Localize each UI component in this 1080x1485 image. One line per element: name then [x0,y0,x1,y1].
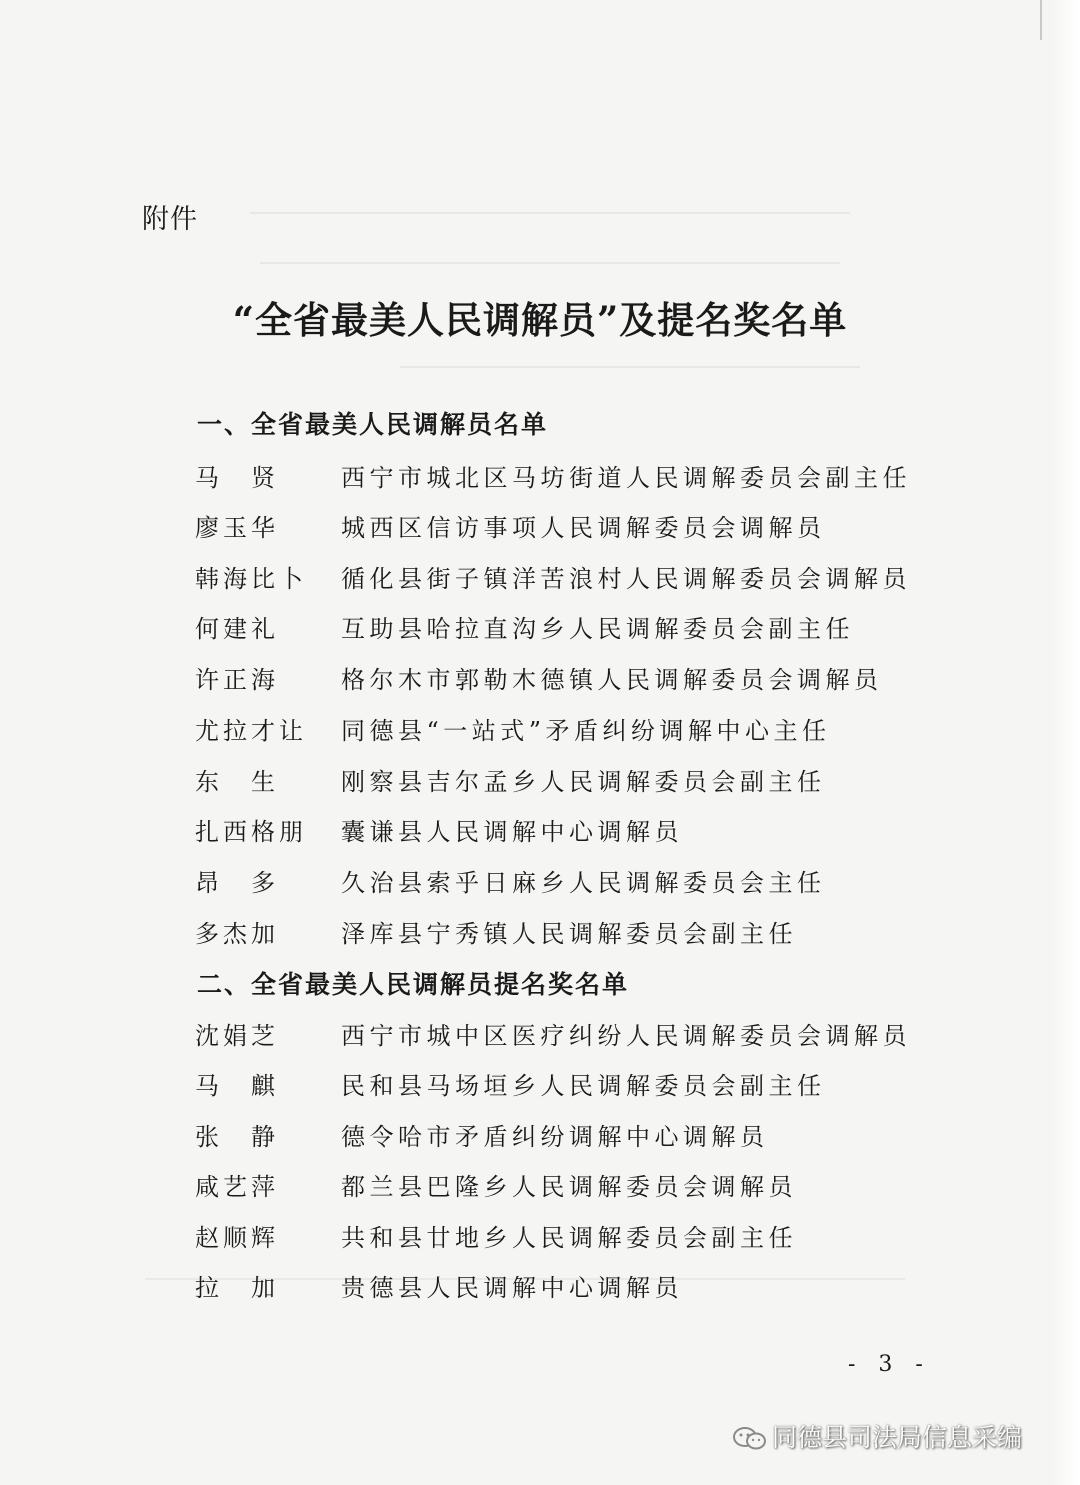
page-edge [1052,0,1080,1485]
scan-mark [1040,0,1042,40]
list-item [195,1066,1015,1106]
person-position: 都兰县巴隆乡人民调解委员会调解员 [341,1173,797,1201]
list-item [195,1016,1015,1056]
list-item [195,609,1015,649]
person-position: 循化县街子镇洋苦浪村人民调解委员会调解员 [341,565,911,593]
bleed-through-line [260,262,840,264]
section-heading-winners: 一、全省最美人民调解员名单 [197,410,549,439]
list-item [195,1218,1015,1258]
watermark [732,1418,1022,1458]
section-heading-nominees: 二、全省最美人民调解员提名奖名单 [197,970,630,999]
person-name: 扎西格朋 [195,818,307,846]
watermark-text: 同德县司法局信息采编 [772,1423,1023,1452]
person-position: 共和县廿地乡人民调解委员会副主任 [341,1224,797,1252]
person-position: 贵德县人民调解中心调解员 [341,1274,683,1302]
person-position: 互助县哈拉直沟乡人民调解委员会副主任 [341,615,854,643]
person-position: 囊谦县人民调解中心调解员 [341,818,683,846]
person-position: 城西区信访事项人民调解委员会调解员 [341,514,826,542]
person-name: 尤拉才让 [195,717,307,745]
page-number: - 3 - [848,1352,931,1377]
list-item [195,812,1015,852]
person-position: 格尔木市郭勒木德镇人民调解委员会调解员 [341,666,883,694]
person-name: 拉 加 [195,1274,279,1302]
person-name: 多杰加 [195,920,279,948]
list-item [195,458,1015,498]
list-item [195,863,1015,903]
person-position: 泽库县宁秀镇人民调解委员会副主任 [341,920,797,948]
person-name: 许正海 [195,666,279,694]
list-item [195,1268,1015,1308]
list-item [195,508,1015,548]
list-item [195,914,1015,954]
person-position: 西宁市城中区医疗纠纷人民调解委员会调解员 [341,1022,911,1050]
person-name: 马 贤 [195,464,279,492]
person-name: 何建礼 [195,615,279,643]
person-name: 东 生 [195,768,279,796]
person-name: 廖玉华 [195,514,279,542]
person-name: 昂 多 [195,869,279,897]
list-item [195,559,1015,599]
person-name: 马 麒 [195,1072,279,1100]
person-position: 西宁市城北区马坊街道人民调解委员会副主任 [341,464,911,492]
person-position: 民和县马场垣乡人民调解委员会副主任 [341,1072,826,1100]
person-position: 刚察县吉尔孟乡人民调解委员会副主任 [341,768,826,796]
person-name: 沈娟芝 [195,1022,279,1050]
wechat-icon [732,1426,768,1452]
page-title: “全省最美人民调解员”及提名奖名单 [232,298,848,342]
person-position: 德令哈市矛盾纠纷调解中心调解员 [341,1123,769,1151]
person-name: 咸艺萍 [195,1173,279,1201]
list-item [195,1167,1015,1207]
person-position: 同德县“一站式”矛盾纠纷调解中心主任 [341,717,831,745]
attachment-label: 附件 [142,204,198,235]
list-item [195,762,1015,802]
list-item [195,1117,1015,1157]
person-position: 久治县索乎日麻乡人民调解委员会主任 [341,869,826,897]
person-name: 张 静 [195,1123,279,1151]
person-name: 赵顺辉 [195,1224,279,1252]
bleed-through-line [250,212,850,214]
list-item [195,660,1015,700]
list-item [195,711,1015,751]
person-name: 韩海比卜 [195,565,307,593]
bleed-through-line [400,366,860,368]
